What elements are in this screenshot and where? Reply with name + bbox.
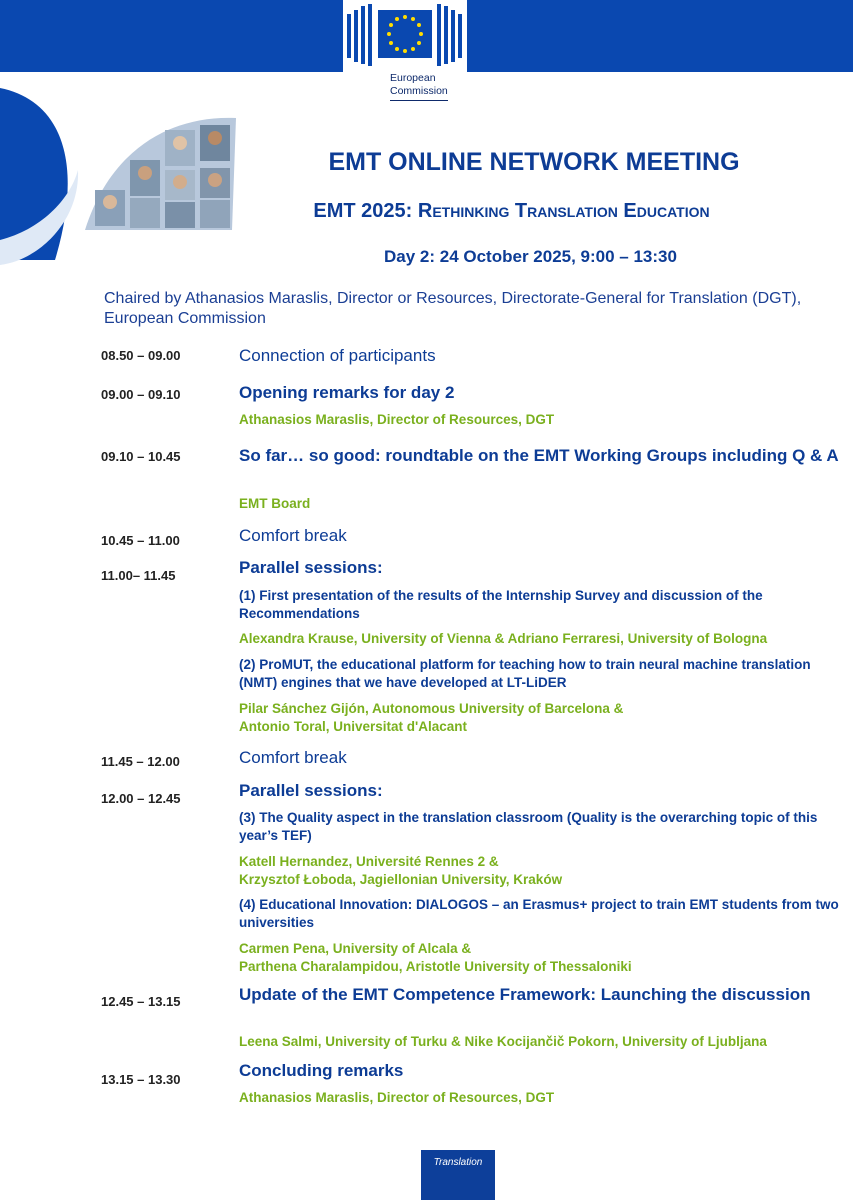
agenda-time: 12.00 – 12.45 [101,791,181,806]
commission-building-icon [343,0,467,72]
chair-statement: Chaired by Athanasios Maraslis, Director or Resources, Directorate-General for Translation (DGT), European Commission [104,290,802,327]
european-commission-logo [343,0,467,110]
agenda-subsession: (3) The Quality aspect in the translation classroom (Quality is the overarching topic of this year’s TEF) [239,810,818,843]
agenda-speaker: Athanasios Maraslis, Director of Resources, DGT [239,412,555,427]
agenda-time: 11.00– 11.45 [101,568,176,583]
agenda-speaker: Krzysztof Łoboda, Jagiellonian University, Kraków [239,872,563,887]
agenda-speaker: EMT Board [239,496,311,511]
footer-label: Translation [433,1157,483,1168]
agenda-session-title: Comfort break [239,748,347,767]
agenda-time: 11.45 – 12.00 [101,754,180,769]
agenda-time: 10.45 – 11.00 [101,533,180,548]
agenda-speaker: Katell Hernandez, Université Rennes 2 & [239,854,499,869]
logo-rule [390,100,448,101]
agenda-session-title: Update of the EMT Competence Framework: Launching the discussion [239,985,811,1004]
agenda-session-title: Connection of participants [239,346,436,365]
agenda-speaker: Leena Salmi, University of Turku & Nike Kocijančič Pokorn, University of Ljubljana [239,1034,767,1049]
agenda-subsession: (1) First presentation of the results of the Internship Survey and discussion of the Recommendations [239,588,763,621]
agenda-speaker: Pilar Sánchez Gijón, Autonomous University of Barcelona & [239,701,624,716]
agenda-time: 12.45 – 13.15 [101,994,181,1009]
page-subtitle: EMT 2025: Rethinking Translation Education [313,200,710,222]
agenda-session-title: Comfort break [239,526,347,545]
footer-tab [421,1150,495,1200]
agenda-subsession: (2) ProMUT, the educational platform for teaching how to train neural machine translation (NMT) engines that we have developed at LT-LiDER [239,657,811,690]
agenda-speaker: Antonio Toral, Universitat d'Alacant [239,719,467,734]
agenda-session-title: Parallel sessions: [239,558,383,577]
agenda-session-title: Concluding remarks [239,1061,404,1080]
event-date: Day 2: 24 October 2025, 9:00 – 13:30 [384,247,677,266]
agenda-speaker: Carmen Pena, University of Alcala & [239,941,472,956]
page-title: EMT ONLINE NETWORK MEETING [328,148,740,176]
logo-text-line1: European [390,72,436,84]
agenda-session-title: Opening remarks for day 2 [239,383,455,402]
agenda-subsession: (4) Educational Innovation: DIALOGOS – an Erasmus+ project to train EMT students from two universities [239,897,839,930]
agenda-session-title: So far… so good: roundtable on the EMT Working Groups including Q & A [239,446,839,465]
agenda-speaker: Parthena Charalampidou, Aristotle University of Thessaloniki [239,959,632,974]
agenda-speaker: Athanasios Maraslis, Director of Resources, DGT [239,1090,555,1105]
logo-wordmark [390,72,448,98]
agenda-time: 09.00 – 09.10 [101,387,181,402]
agenda-session-title: Parallel sessions: [239,781,383,800]
logo-text-line2: Commission [390,85,448,97]
agenda-time: 09.10 – 10.45 [101,449,181,464]
agenda-time: 13.15 – 13.30 [101,1072,181,1087]
agenda-time: 08.50 – 09.00 [101,348,181,363]
agenda-speaker: Alexandra Krause, University of Vienna & Adriano Ferraresi, University of Bologna [239,631,768,646]
